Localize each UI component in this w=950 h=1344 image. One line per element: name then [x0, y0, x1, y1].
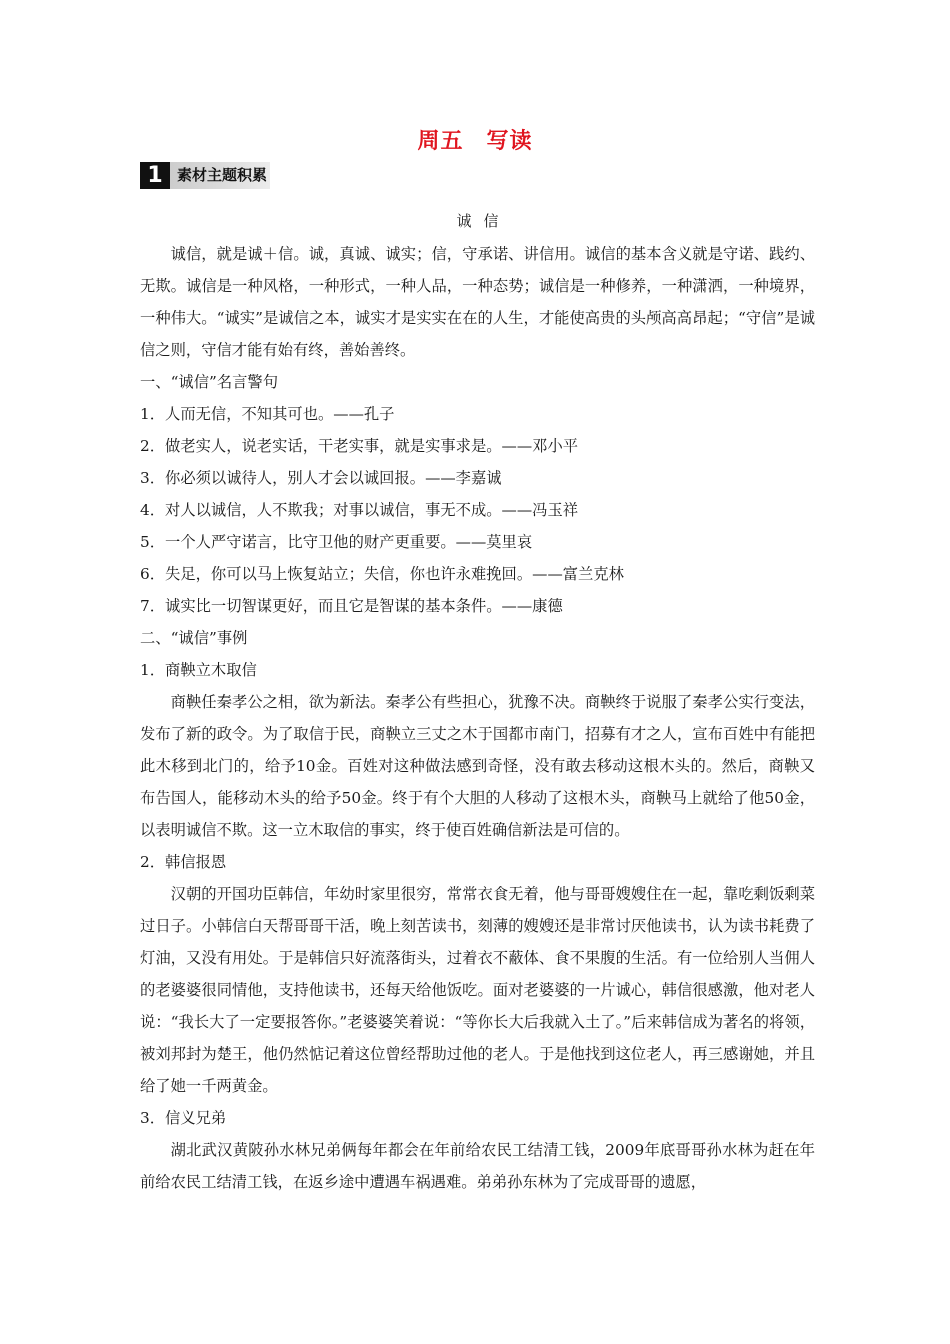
- example-title: 2．韩信报恩: [140, 853, 227, 871]
- page-title: 周五 写读: [417, 129, 533, 154]
- quote-item: 2．做老实人，说老实话，干老实事，就是实事求是。——邓小平: [140, 437, 579, 455]
- section-banner: [140, 162, 270, 189]
- section-number-badge: 1: [140, 162, 170, 189]
- quotes-heading: 一、“诚信”名言警句: [140, 373, 279, 391]
- quote-item: 4．对人以诚信，人不欺我；对事以诚信，事无不成。——冯玉祥: [140, 501, 579, 519]
- article-title-char: 诚: [456, 212, 472, 230]
- article-title-char: 信: [483, 212, 499, 230]
- intro-paragraph: 诚信，就是诚＋信。诚，真诚、诚实；信，守承诺、讲信用。诚信的基本含义就是守诺、践约、无欺。诚信是一种风格，一种形式，一种人品，一种态势；诚信是一种修养，一种潇洒，一种境界，一种伟大。“诚实”是诚信之本，诚实才是实实在在的人生，才能使高贵的头颅高高昂起；“守信”是诚信之则，守信才能有始有终，善始善终。: [140, 245, 815, 359]
- quote-item: 5．一个人严守诺言，比守卫他的财产更重要。——莫里哀: [140, 533, 533, 551]
- example-title: 1．商鞅立木取信: [140, 661, 257, 679]
- example-body: 商鞅任秦孝公之相，欲为新法。秦孝公有些担心，犹豫不决。商鞅终于说服了秦孝公实行变法，发布了新的政令。为了取信于民，商鞅立三丈之木于国都市南门，招募有才之人，宣布百姓中有能把此木移到北门的，给予10金。百姓对这种做法感到奇怪，没有敢去移动这根木头的。然后，商鞅又布告国人，能移动木头的给予50金。终于有个大胆的人移动了这根木头，商鞅马上就给了他50金，以表明诚信不欺。这一立木取信的事实，终于使百姓确信新法是可信的。: [140, 693, 815, 839]
- quote-item: 3．你必须以诚待人，别人才会以诚回报。——李嘉诚: [140, 469, 502, 487]
- section-label: 素材主题积累: [177, 166, 268, 184]
- document-body: [140, 206, 815, 1198]
- example-body: 湖北武汉黄陂孙水林兄弟俩每年都会在年前给农民工结清工钱，2009年底哥哥孙水林为赶在年前给农民工结清工钱，在返乡途中遭遇车祸遇难。弟弟孙东林为了完成哥哥的遗愿，: [140, 1141, 815, 1191]
- examples-heading: 二、“诚信”事例: [140, 629, 248, 647]
- quote-item: 6．失足，你可以马上恢复站立；失信，你也许永难挽回。——富兰克林: [140, 565, 624, 583]
- quote-item: 1．人而无信，不知其可也。——孔子: [140, 405, 395, 423]
- quote-item: 7．诚实比一切智谋更好，而且它是智谋的基本条件。——康德: [140, 597, 563, 615]
- example-title: 3．信义兄弟: [140, 1109, 227, 1127]
- article-title: [140, 206, 815, 236]
- example-body: 汉朝的开国功臣韩信，年幼时家里很穷，常常衣食无着，他与哥哥嫂嫂住在一起，靠吃剩饭剩菜过日子。小韩信白天帮哥哥干活，晚上刻苦读书，刻薄的嫂嫂还是非常讨厌他读书，认为读书耗费了灯油，又没有用处。于是韩信只好流落街头，过着衣不蔽体、食不果腹的生活。有一位给别人当佣人的老婆婆很同情他，支持他读书，还每天给他饭吃。面对老婆婆的一片诚心，韩信很感激，他对老人说：“我长大了一定要报答你。”老婆婆笑着说：“等你长大后我就入土了。”后来韩信成为著名的将领，被刘邦封为楚王，他仍然惦记着这位曾经帮助过他的老人。于是他找到这位老人，再三感谢她，并且给了她一千两黄金。: [140, 885, 815, 1095]
